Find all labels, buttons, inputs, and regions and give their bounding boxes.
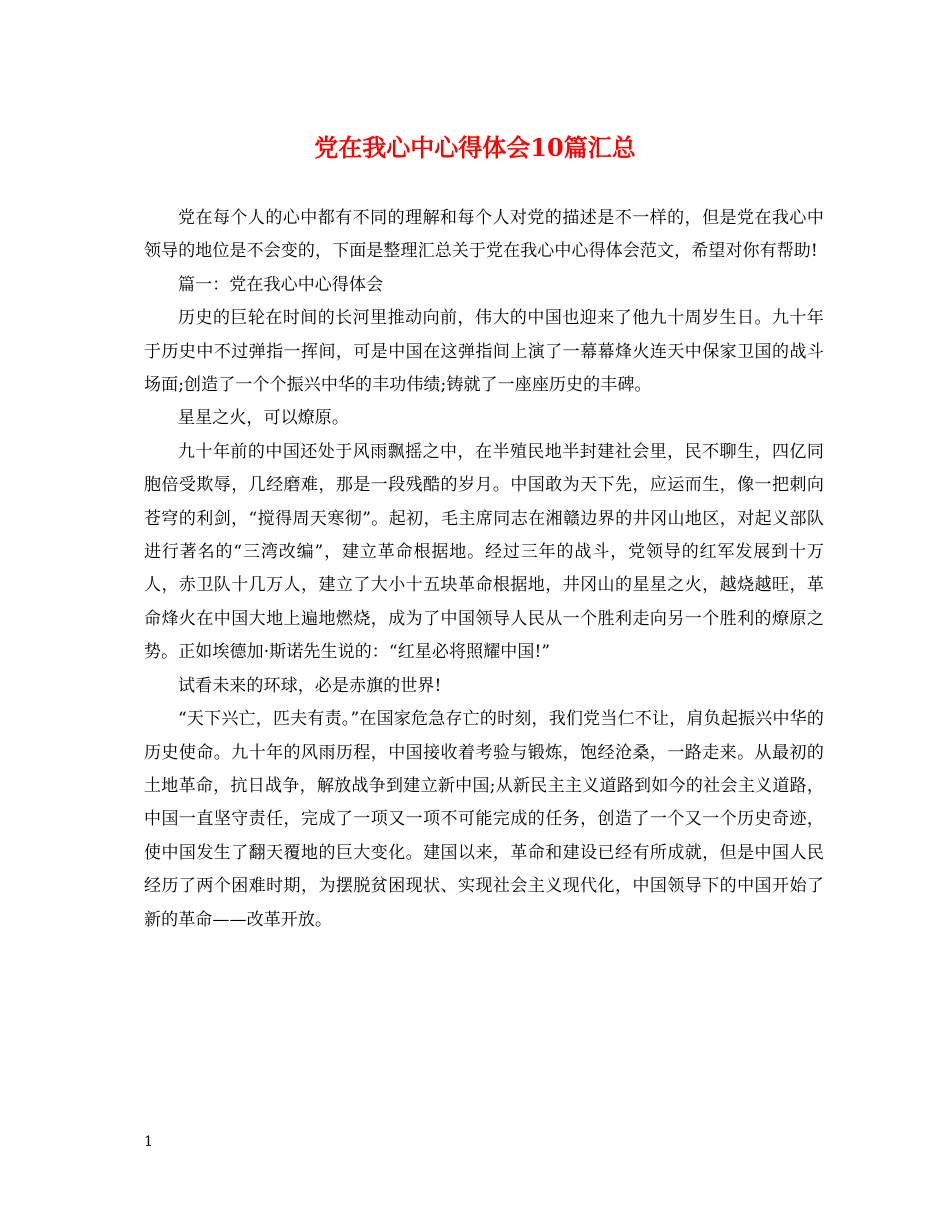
paragraph: 历史的巨轮在时间的长河里推动向前，伟大的中国也迎来了他九十周岁生日。九十年于历史中不过弹指一挥间，可是中国在这弹指间上演了一幕幕烽火连天中保家卫国的战斗场面;创造了一个个振兴中华的丰功伟绩;铸就了一座座历史的丰碑。: [144, 308, 824, 396]
paragraph: 试看未来的环球，必是赤旗的世界!: [178, 675, 442, 696]
page-number: 1: [144, 1134, 153, 1150]
paragraph-intro: 党在每个人的心中都有不同的理解和每个人对党的描述是不一样的，但是党在我心中领导的地位是不会变的，下面是整理汇总关于党在我心中心得体会范文，希望对你有帮助!: [144, 208, 824, 262]
section-heading: 篇一：党在我心中心得体会: [178, 274, 384, 295]
paragraph: “天下兴亡，匹夫有责。”在国家危急存亡的时刻，我们党当仁不让，肩负起振兴中华的历史使命。九十年的风雨历程，中国接收着考验与锻炼，饱经沧桑，一路走来。从最初的土地革命，抗日战争，解放战争到建立新中国;从新民主主义道路到如今的社会主义道路，中国一直坚守责任，完成了一项又一项不可能完成的任务，创造了一个又一个历史奇迹，使中国发生了翻天覆地的巨大变化。建国以来，革命和建设已经有所成就，但是中国人民经历了两个困难时期，为摆脱贫困现状、实现社会主义现代化，中国领导下的中国开始了新的革命——改革开放。: [144, 709, 824, 930]
paragraph: 星星之火，可以燎原。: [178, 408, 349, 429]
document-body: [144, 202, 824, 937]
document-title: 党在我心中心得体会10篇汇总: [314, 133, 636, 162]
paragraph: 九十年前的中国还处于风雨飘摇之中，在半殖民地半封建社会里，民不聊生，四亿同胞倍受欺辱，几经磨难，那是一段残酷的岁月。中国敢为天下先，应运而生，像一把刺向苍穹的利剑，“搅得周天寒彻”。起初，毛主席同志在湘赣边界的井冈山地区，对起义部队进行著名的“三湾改编”，建立革命根据地。经过三年的战斗，党领导的红军发展到十万人，赤卫队十几万人，建立了大小十五块革命根据地，井冈山的星星之火，越烧越旺，革命烽火在中国大地上遍地燃烧，成为了中国领导人民从一个胜利走向另一个胜利的燎原之势。正如埃德加·斯诺先生说的：“红星必将照耀中国!”: [144, 441, 824, 663]
